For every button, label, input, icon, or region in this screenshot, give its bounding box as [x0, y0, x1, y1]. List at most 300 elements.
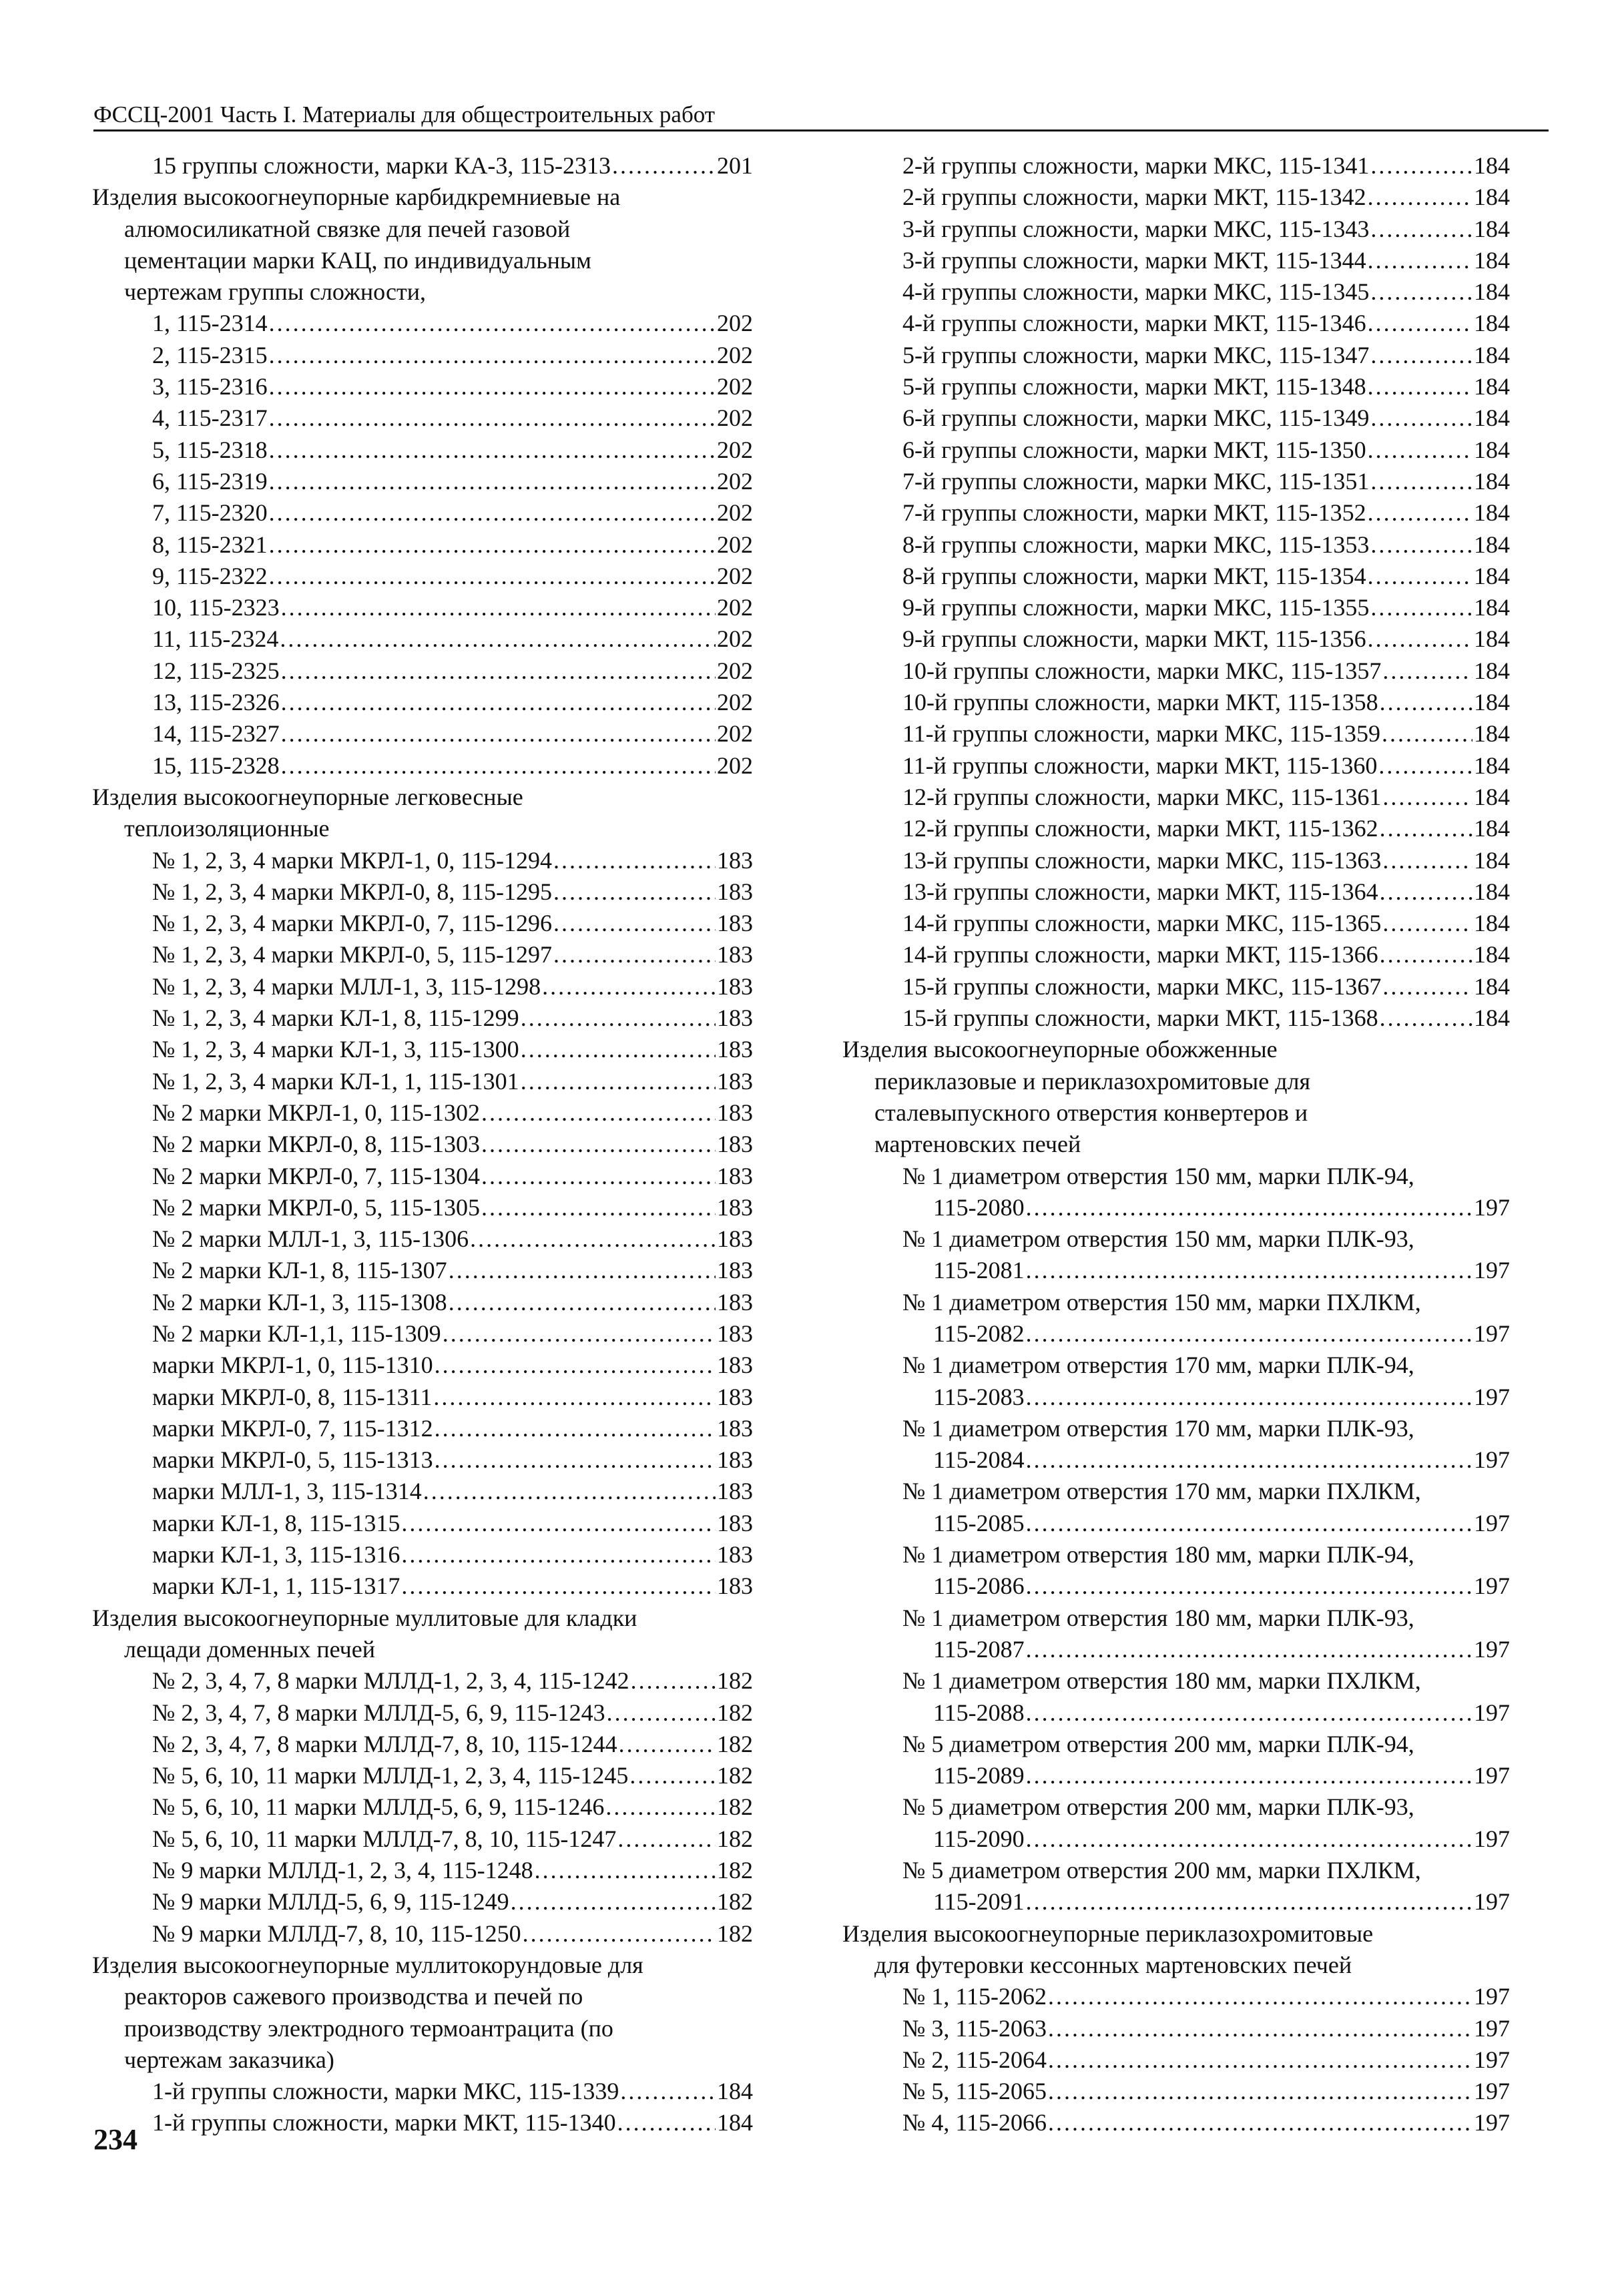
index-entry-label: 5-й группы сложности, марки МКС, 115-1347	[902, 341, 1370, 368]
dot-leader	[535, 1855, 716, 1886]
index-heading: сталевыпускного отверстия конвертеров и	[874, 1099, 1308, 1126]
index-entry-label: 115-2084	[933, 1446, 1025, 1474]
dot-leader	[1370, 340, 1472, 371]
index-entry-label: 10, 115-2323	[152, 594, 280, 621]
dot-leader	[435, 1444, 716, 1476]
index-entry-page: 184	[1474, 184, 1510, 211]
dot-leader	[1382, 971, 1472, 1002]
index-entry	[92, 435, 753, 466]
index-entry-label: № 1, 2, 3, 4 марки МКРЛ-1, 0, 115-1294	[152, 846, 553, 874]
index-entry-page: 197	[1474, 2014, 1510, 2042]
index-entry-label: 6-й группы сложности, марки МКС, 115-1349	[902, 404, 1370, 432]
dot-leader	[553, 845, 716, 876]
index-entry-label: 10-й группы сложности, марки МКС, 115-1357	[902, 657, 1382, 684]
index-entry-label: 8, 115-2321	[152, 531, 268, 558]
index-entry-label: № 2, 3, 4, 7, 8 марки МЛЛД-7, 8, 10, 115-1244	[152, 1730, 617, 1757]
index-entry	[842, 908, 1510, 939]
index-entry	[92, 150, 753, 182]
index-entry-label: 9-й группы сложности, марки МКТ, 115-1356	[902, 625, 1366, 653]
index-entry	[92, 2107, 753, 2138]
index-entry	[92, 687, 753, 718]
index-entry-page: 202	[717, 467, 753, 495]
dot-leader	[1370, 592, 1472, 623]
index-entry-label: 1, 115-2314	[152, 310, 268, 337]
index-entry	[92, 718, 753, 750]
index-entry-page: 197	[1474, 1983, 1510, 2010]
dot-leader	[1368, 561, 1472, 592]
index-entry-label: 6, 115-2319	[152, 467, 268, 495]
index-entry-label: № 1, 2, 3, 4 марки МКРЛ-0, 7, 115-1296	[152, 910, 553, 937]
index-entry-page: 202	[717, 499, 753, 527]
dot-leader	[521, 1034, 716, 1065]
dot-leader	[1370, 529, 1472, 561]
index-entry-label: № 5, 6, 10, 11 марки МЛЛД-7, 8, 10, 115-1247	[152, 1825, 617, 1852]
index-entry-label: 15-й группы сложности, марки МКС, 115-1367	[902, 972, 1382, 1000]
index-entry	[92, 1255, 753, 1286]
dot-leader	[1378, 750, 1472, 782]
index-entry	[92, 1413, 753, 1444]
dot-leader	[607, 1697, 716, 1729]
index-entry-label: 12, 115-2325	[152, 657, 280, 684]
index-heading: № 5 диаметром отверстия 200 мм, марки ПЛК-93,	[902, 1793, 1414, 1821]
index-entry	[92, 971, 753, 1002]
index-entry-page: 183	[717, 1383, 753, 1410]
dot-leader	[470, 1223, 716, 1255]
index-entry-label: № 5, 115-2065	[902, 2078, 1047, 2105]
index-entry-page: 183	[717, 1288, 753, 1316]
index-heading: Изделия высокоогнеупорные муллитовые для кладки	[92, 1604, 637, 1631]
index-heading: № 1 диаметром отверстия 180 мм, марки ПЛК-93,	[902, 1604, 1414, 1631]
dot-leader	[1026, 1634, 1472, 1665]
index-entry-label: 6-й группы сложности, марки МКТ, 115-1350	[902, 436, 1366, 463]
index-entry-label: № 1, 2, 3, 4 марки КЛ-1, 3, 115-1300	[152, 1036, 519, 1063]
index-entry-page: 183	[717, 941, 753, 968]
index-heading: теплоизоляционные	[124, 815, 330, 842]
index-heading: № 1 диаметром отверстия 170 мм, марки ПЛК-94,	[902, 1352, 1414, 1379]
index-entry	[92, 1665, 753, 1697]
index-entry	[842, 2013, 1510, 2044]
index-entry	[92, 1539, 753, 1570]
index-entry-page: 182	[717, 1888, 753, 1916]
dot-leader	[1048, 2107, 1472, 2138]
index-heading: чертежам заказчика)	[124, 2046, 334, 2073]
index-entry-page: 202	[717, 562, 753, 589]
index-heading: мартеновских печей	[874, 1131, 1081, 1158]
dot-leader	[281, 718, 716, 750]
index-heading: реакторов сажевого производства и печей по	[124, 1983, 583, 2010]
index-entry-label: 2-й группы сложности, марки МКТ, 115-1342	[902, 184, 1366, 211]
index-entry-page: 184	[717, 2109, 753, 2136]
index-entry-label: № 3, 115-2063	[902, 2014, 1047, 2042]
index-entry	[92, 1002, 753, 1034]
index-entry-label: № 2 марки КЛ-1,1, 115-1309	[152, 1320, 441, 1347]
index-entry	[842, 876, 1510, 908]
dot-leader	[481, 1161, 716, 1192]
index-entry	[842, 497, 1510, 529]
dot-leader	[1026, 1318, 1472, 1350]
index-entry-label: 12-й группы сложности, марки МКТ, 115-1362	[902, 815, 1378, 842]
index-entry-page: 197	[1474, 1320, 1510, 1347]
index-entry-page: 184	[1474, 752, 1510, 779]
index-entry	[842, 750, 1510, 782]
dot-leader	[1382, 782, 1472, 813]
index-entry	[92, 1791, 753, 1823]
index-entry	[842, 308, 1510, 339]
index-entry	[842, 1823, 1510, 1855]
index-heading: чертежам группы сложности,	[124, 278, 427, 306]
dot-leader	[1026, 1760, 1472, 1791]
dot-leader	[1368, 497, 1472, 529]
index-entry	[842, 1570, 1510, 1602]
index-entry-page: 184	[1474, 846, 1510, 874]
index-entry-page: 184	[1474, 625, 1510, 653]
index-entry-page: 183	[717, 1320, 753, 1347]
index-entry-label: марки МКРЛ-0, 5, 115-1313	[152, 1446, 433, 1474]
dot-leader	[553, 876, 716, 908]
index-entry-label: 2, 115-2315	[152, 341, 268, 368]
index-entry	[92, 750, 753, 782]
index-heading: цементации марки КАЦ, по индивидуальным	[124, 246, 591, 274]
index-entry-label: 14-й группы сложности, марки МКТ, 115-1366	[902, 941, 1378, 968]
index-entry	[842, 687, 1510, 718]
index-entry	[842, 371, 1510, 402]
index-entry	[92, 1444, 753, 1476]
index-entry-page: 182	[717, 1793, 753, 1821]
dot-leader	[1048, 2013, 1472, 2044]
index-entry-page: 184	[1474, 941, 1510, 968]
index-entry	[92, 1476, 753, 1507]
index-entry-page: 184	[1474, 436, 1510, 463]
index-entry	[842, 435, 1510, 466]
index-entry-page: 202	[717, 657, 753, 684]
index-entry	[842, 1002, 1510, 1034]
index-entry-page: 184	[1474, 910, 1510, 937]
index-column-right	[842, 150, 1510, 2139]
index-entry-page: 197	[1474, 1446, 1510, 1474]
index-entry-page: 197	[1474, 1383, 1510, 1410]
index-entry-page: 184	[1474, 562, 1510, 589]
index-entry-label: 1-й группы сложности, марки МКТ, 115-1340	[152, 2109, 616, 2136]
index-entry-label: № 2, 3, 4, 7, 8 марки МЛЛД-1, 2, 3, 4, 115-1242	[152, 1667, 629, 1695]
index-entry-page: 197	[1474, 1762, 1510, 1789]
page-number: 234	[93, 2123, 138, 2156]
dot-leader	[1368, 623, 1472, 655]
index-entry	[92, 592, 753, 623]
index-entry-page: 197	[1474, 1509, 1510, 1536]
index-entry-label: 115-2091	[933, 1888, 1025, 1916]
index-entry	[92, 1382, 753, 1413]
index-entry-label: 115-2085	[933, 1509, 1025, 1536]
index-entry	[92, 1161, 753, 1192]
index-entry	[842, 1886, 1510, 1918]
index-entry-page: 183	[717, 1478, 753, 1505]
index-entry	[92, 1508, 753, 1539]
index-entry-page: 183	[717, 1572, 753, 1600]
dot-leader	[1026, 1382, 1472, 1413]
dot-leader	[1380, 939, 1472, 970]
dot-leader	[269, 340, 716, 371]
index-entry	[842, 1255, 1510, 1286]
index-entry	[92, 340, 753, 371]
dot-leader	[269, 402, 716, 434]
index-entry	[92, 371, 753, 402]
index-entry	[842, 1760, 1510, 1791]
index-entry	[92, 466, 753, 497]
index-entry-page: 197	[1474, 1572, 1510, 1600]
running-header: ФССЦ-2001 Часть I. Материалы для общестроительных работ	[93, 100, 1549, 131]
index-entry	[842, 245, 1510, 276]
index-heading: Изделия высокоогнеупорные муллитокорундовые для	[92, 1951, 643, 1978]
index-entry-page: 183	[717, 1067, 753, 1095]
index-entry	[842, 1634, 1510, 1665]
dot-leader	[511, 1886, 716, 1918]
index-entry-label: № 2, 115-2064	[902, 2046, 1047, 2073]
index-entry	[92, 1918, 753, 1950]
index-entry-label: 5, 115-2318	[152, 436, 268, 463]
index-entry	[92, 655, 753, 687]
dot-leader	[280, 623, 716, 655]
index-entry-label: 115-2087	[933, 1635, 1025, 1663]
index-entry	[842, 182, 1510, 213]
index-entry	[842, 718, 1510, 750]
index-entry	[92, 1223, 753, 1255]
index-entry-label: 13, 115-2326	[152, 689, 280, 716]
index-entry-page: 202	[717, 373, 753, 400]
index-entry-page: 202	[717, 436, 753, 463]
index-entry-page: 183	[717, 1446, 753, 1474]
index-entry-page: 197	[1474, 1635, 1510, 1663]
index-entry-page: 184	[1474, 720, 1510, 748]
dot-leader	[269, 308, 716, 339]
index-entry-page: 184	[1474, 246, 1510, 274]
index-entry-label: 14, 115-2327	[152, 720, 280, 748]
dot-leader	[523, 1918, 716, 1950]
index-entry	[842, 592, 1510, 623]
index-heading: № 1 диаметром отверстия 180 мм, марки ПЛК-94,	[902, 1541, 1414, 1568]
index-entry-page: 184	[1474, 404, 1510, 432]
index-entry-label: № 1, 2, 3, 4 марки МКРЛ-0, 8, 115-1295	[152, 878, 553, 905]
index-heading: № 5 диаметром отверстия 200 мм, марки ПЛК-94,	[902, 1730, 1414, 1757]
index-entry	[92, 2076, 753, 2107]
dot-leader	[553, 939, 716, 970]
index-entry-label: 3-й группы сложности, марки МКТ, 115-1344	[902, 246, 1366, 274]
index-entry-label: 15 группы сложности, марки КА-3, 115-2313	[152, 152, 611, 179]
dot-leader	[269, 435, 716, 466]
index-entry-page: 184	[1474, 657, 1510, 684]
dot-leader	[435, 1350, 716, 1381]
index-heading: Изделия высокоогнеупорные обожженные	[842, 1036, 1278, 1063]
index-entry	[92, 1760, 753, 1791]
index-entry	[842, 276, 1510, 308]
dot-leader	[1048, 2076, 1472, 2107]
index-entry-label: № 2 марки МКРЛ-1, 0, 115-1302	[152, 1099, 481, 1126]
index-entry	[842, 1444, 1510, 1476]
index-heading: № 1 диаметром отверстия 150 мм, марки ПЛК-93,	[902, 1225, 1414, 1253]
index-entry-label: 1-й группы сложности, марки МКС, 115-1339	[152, 2078, 619, 2105]
index-entry-label: 115-2089	[933, 1762, 1025, 1789]
index-entry-label: № 9 марки МЛЛД-1, 2, 3, 4, 115-1248	[152, 1857, 533, 1884]
index-entry-label: 7-й группы сложности, марки МКТ, 115-1352	[902, 499, 1366, 527]
index-entry	[842, 1382, 1510, 1413]
index-entry-label: № 2 марки МКРЛ-0, 5, 115-1305	[152, 1193, 481, 1221]
index-entry-page: 184	[1474, 310, 1510, 337]
index-entry-page: 182	[717, 1825, 753, 1852]
index-entry	[842, 150, 1510, 182]
index-entry-label: № 1, 2, 3, 4 марки КЛ-1, 8, 115-1299	[152, 1005, 519, 1032]
index-entry	[842, 402, 1510, 434]
index-entry	[842, 1318, 1510, 1350]
index-entry-page: 197	[1474, 2046, 1510, 2073]
dot-leader	[1370, 466, 1472, 497]
dot-leader	[629, 1760, 716, 1791]
index-entry-label: 15-й группы сложности, марки МКТ, 115-1368	[902, 1005, 1378, 1032]
dot-leader	[1026, 1697, 1472, 1729]
dot-leader	[620, 2076, 716, 2107]
index-entry-label: № 4, 115-2066	[902, 2109, 1047, 2136]
index-entry-label: марки КЛ-1, 8, 115-1315	[152, 1509, 400, 1536]
dot-leader	[1368, 435, 1472, 466]
index-entry-page: 184	[1474, 152, 1510, 179]
index-entry-page: 197	[1474, 1888, 1510, 1916]
index-entry-page: 184	[1474, 783, 1510, 810]
index-entry-page: 197	[1474, 1193, 1510, 1221]
index-entry-label: 12-й группы сложности, марки МКС, 115-1361	[902, 783, 1382, 810]
index-entry-label: 3-й группы сложности, марки МКС, 115-1343	[902, 215, 1370, 242]
index-entry-page: 184	[1474, 215, 1510, 242]
dot-leader	[1368, 182, 1472, 213]
index-entry-page: 184	[1474, 373, 1510, 400]
index-entry	[92, 908, 753, 939]
index-entry-page: 202	[717, 625, 753, 653]
index-heading: № 1 диаметром отверстия 150 мм, марки ПЛК-94,	[902, 1162, 1414, 1189]
index-entry	[842, 214, 1510, 245]
dot-leader	[1382, 718, 1472, 750]
index-entry-page: 183	[717, 1509, 753, 1536]
index-entry	[842, 782, 1510, 813]
index-entry-label: 115-2082	[933, 1320, 1025, 1347]
index-entry-label: № 5, 6, 10, 11 марки МЛЛД-1, 2, 3, 4, 115-1245	[152, 1762, 629, 1789]
dot-leader	[269, 497, 716, 529]
index-entry-label: 115-2086	[933, 1572, 1025, 1600]
index-entry	[92, 308, 753, 339]
index-entry-label: марки КЛ-1, 1, 115-1317	[152, 1572, 400, 1600]
index-entry	[92, 1287, 753, 1318]
index-entry-label: 4-й группы сложности, марки МКС, 115-1345	[902, 278, 1370, 306]
index-heading: № 1 диаметром отверстия 180 мм, марки ПХЛКМ,	[902, 1667, 1421, 1695]
index-heading: Изделия высокоогнеупорные карбидкремниевые на	[92, 184, 621, 211]
index-entry	[842, 1192, 1510, 1223]
index-entry-label: № 2, 3, 4, 7, 8 марки МЛЛД-5, 6, 9, 115-1243	[152, 1699, 605, 1726]
index-entry-page: 182	[717, 1857, 753, 1884]
index-entry-label: 11-й группы сложности, марки МКТ, 115-1360	[902, 752, 1378, 779]
index-entry-page: 202	[717, 752, 753, 779]
dot-leader	[1380, 813, 1472, 844]
dot-leader	[401, 1570, 716, 1602]
index-heading: № 1 диаметром отверстия 170 мм, марки ПХЛКМ,	[902, 1478, 1421, 1505]
index-entry	[92, 939, 753, 970]
index-entry	[92, 1729, 753, 1760]
index-entry-page: 183	[717, 1225, 753, 1253]
dot-leader	[1380, 1002, 1472, 1034]
index-entry-page: 183	[717, 1162, 753, 1189]
index-entry-label: 10-й группы сложности, марки МКТ, 115-1358	[902, 689, 1378, 716]
dot-leader	[401, 1508, 716, 1539]
index-entry	[842, 529, 1510, 561]
index-entry-page: 201	[717, 152, 753, 179]
index-entry-label: 13-й группы сложности, марки МКС, 115-1363	[902, 846, 1382, 874]
dot-leader	[269, 466, 716, 497]
dot-leader	[281, 655, 716, 687]
dot-leader	[1382, 655, 1472, 687]
index-entry	[92, 1855, 753, 1886]
index-entry-page: 184	[1474, 278, 1510, 306]
index-entry-label: марки МКРЛ-0, 7, 115-1312	[152, 1414, 433, 1442]
index-heading: периклазовые и периклазохромитовые для	[874, 1067, 1311, 1095]
dot-leader	[281, 592, 716, 623]
index-entry-label: 11, 115-2324	[152, 625, 279, 653]
dot-leader	[433, 1382, 716, 1413]
index-entry	[92, 529, 753, 561]
index-entry	[842, 2076, 1510, 2107]
dot-leader	[481, 1129, 716, 1160]
index-column-left	[92, 150, 753, 2139]
index-entry	[92, 623, 753, 655]
index-entry-label: № 2 марки МЛЛ-1, 3, 115-1306	[152, 1225, 469, 1253]
dot-leader	[1368, 245, 1472, 276]
index-entry	[92, 1097, 753, 1129]
dot-leader	[449, 1287, 716, 1318]
dot-leader	[1380, 876, 1472, 908]
dot-leader	[1382, 845, 1472, 876]
index-entry	[842, 845, 1510, 876]
index-entry-page: 197	[1474, 2078, 1510, 2105]
index-entry	[842, 340, 1510, 371]
dot-leader	[481, 1097, 716, 1129]
dot-leader	[1370, 276, 1472, 308]
index-entry-page: 202	[717, 720, 753, 748]
dot-leader	[1370, 214, 1472, 245]
index-entry-page: 183	[717, 1193, 753, 1221]
dot-leader	[521, 1002, 716, 1034]
dot-leader	[1026, 1255, 1472, 1286]
index-entry-page: 183	[717, 846, 753, 874]
index-entry-page: 183	[717, 1414, 753, 1442]
index-entry-label: марки МКРЛ-1, 0, 115-1310	[152, 1352, 433, 1379]
index-heading: лещади доменных печей	[124, 1635, 376, 1663]
dot-leader	[435, 1413, 716, 1444]
index-entry-page: 202	[717, 531, 753, 558]
index-entry	[92, 497, 753, 529]
index-entry-label: 3, 115-2316	[152, 373, 268, 400]
index-entry	[842, 2107, 1510, 2138]
index-entry	[92, 845, 753, 876]
index-entry-page: 183	[717, 1036, 753, 1063]
dot-leader	[1382, 908, 1472, 939]
index-entry-page: 202	[717, 310, 753, 337]
index-entry	[842, 813, 1510, 844]
index-entry	[92, 1066, 753, 1097]
index-entry-label: марки КЛ-1, 3, 115-1316	[152, 1541, 400, 1568]
index-entry-page: 184	[1474, 1005, 1510, 1032]
index-entry-page: 183	[717, 972, 753, 1000]
index-entry	[842, 1508, 1510, 1539]
index-entry-page: 184	[1474, 594, 1510, 621]
index-entry	[92, 1823, 753, 1855]
index-entry-page: 182	[717, 1667, 753, 1695]
index-heading: Изделия высокоогнеупорные легковесные	[92, 783, 523, 810]
index-entry-page: 183	[717, 910, 753, 937]
dot-leader	[617, 1823, 716, 1855]
